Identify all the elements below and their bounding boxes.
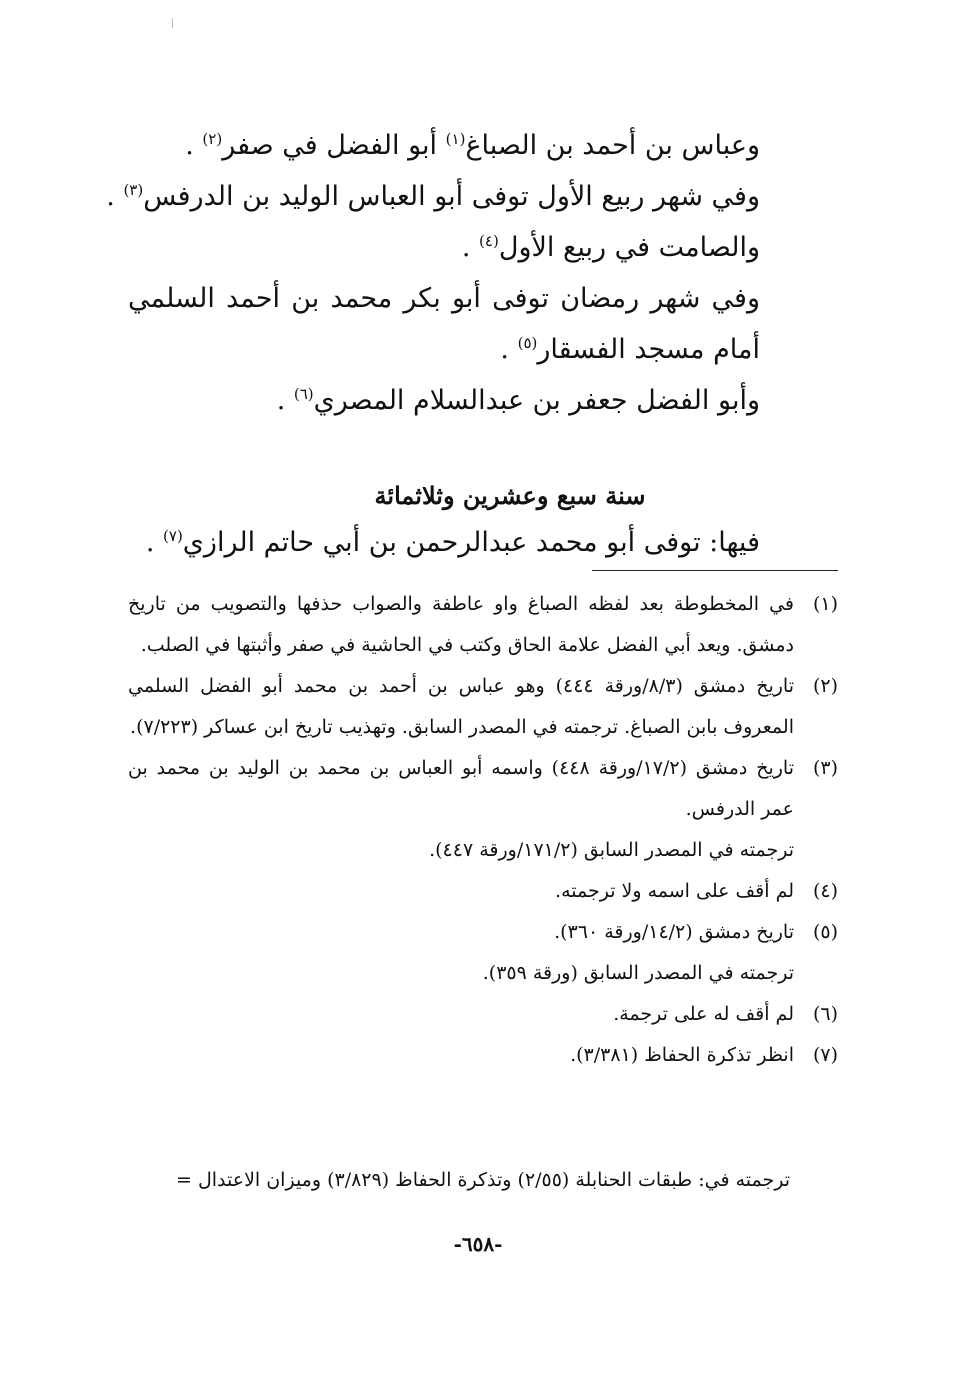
footnote-mark-1[interactable]: (١) [445, 130, 466, 148]
footnote-number: (٢) [812, 675, 838, 697]
footnote-text: تاريخ دمشق (١٤/٢/ورقة ٣٦٠). [554, 921, 794, 943]
footnote-1 [128, 584, 838, 666]
text-segment: وفي شهر رمضان توفى أبو بكر محمد بن أحمد السلمي أمام مسجد الفسقار [128, 283, 760, 365]
footnote-text: تاريخ دمشق (١٧/٢/ورقة ٤٤٨) واسمه أبو العباس بن محمد بن الوليد بن محمد بن عمر الدرفس. [128, 757, 794, 820]
footnote-6 [128, 994, 838, 1035]
footnote-mark-6[interactable]: (٦) [293, 385, 314, 403]
main-line-5 [128, 375, 832, 426]
page-number: -٦٥٨- [453, 1232, 503, 1256]
main-line-1 [128, 120, 832, 171]
footnote-number: (٥) [812, 921, 838, 943]
main-line-4 [128, 273, 832, 375]
period: . [500, 334, 518, 365]
period: . [106, 181, 124, 212]
text-segment: فيها: توفى أبو محمد عبدالرحمن بن أبي حاتم الرازي [182, 527, 760, 558]
footnote-mark-5[interactable]: (٥) [517, 334, 538, 352]
footnote-number: (٦) [812, 1003, 838, 1025]
footnote-7 [128, 1035, 838, 1076]
main-text [106, 120, 832, 568]
footnote-4 [128, 871, 838, 912]
footnote-text: تاريخ دمشق (٨/٣/ورقة ٤٤٤) وهو عباس بن أحمد بن محمد أبو الفضل السلمي المعروف بابن الصباغ. ترجمته في المصدر السابق. وتهذيب تاريخ ابن عساكر (٧/٢٢٣). [128, 675, 794, 738]
footnote-number: (٧) [812, 1044, 838, 1066]
footnote-mark-4[interactable]: (٤) [479, 232, 499, 250]
footnote-number: (٣) [812, 757, 838, 779]
scan-mark [172, 18, 173, 28]
main-line-3 [128, 222, 832, 273]
section-body [128, 518, 832, 568]
footnote-number: (١) [812, 593, 838, 615]
text-segment: والصامت في ربيع الأول [498, 232, 760, 263]
footnote-subtext: ترجمته في المصدر السابق (١٧١/٢/ورقة ٤٤٧). [429, 839, 794, 861]
footnote-mark-3[interactable]: (٣) [123, 181, 144, 199]
section-heading: سنة سبع وعشرين وثلاثمائة [374, 481, 646, 510]
period: . [461, 232, 480, 263]
footnote-5 [128, 912, 838, 994]
footnote-text: في المخطوطة بعد لفظه الصباغ واو عاطفة والصواب حذفها والتصويب من تاريخ دمشق. ويعد أبي الفضل علامة الحاق وكتب في الحاشية في صفر وأثبتها في الصلب. [128, 593, 794, 656]
period: . [185, 130, 203, 161]
footnote-mark-7[interactable]: (٧) [163, 527, 183, 545]
period: . [276, 385, 294, 416]
footnote-number: (٤) [812, 880, 838, 902]
text-segment: أبو الفضل في صفر [222, 130, 438, 161]
main-line-2 [106, 171, 832, 222]
text-segment: وعباس بن أحمد بن الصباغ [465, 130, 760, 161]
footnote-continuation: ترجمته في: طبقات الحنابلة (٢/٥٥) وتذكرة الحفاظ (٣/٨٢٩) وميزان الاعتدال = [175, 1169, 790, 1191]
footnote-text: لم أقف على اسمه ولا ترجمته. [555, 880, 794, 902]
footnote-separator [592, 570, 838, 571]
footnote-subtext: ترجمته في المصدر السابق (ورقة ٣٥٩). [482, 962, 794, 984]
period: . [145, 527, 164, 558]
footnote-text: انظر تذكرة الحفاظ (٣/٣٨١). [570, 1044, 794, 1066]
text-segment: وفي شهر ربيع الأول توفى أبو العباس الوليد بن الدرفس [143, 181, 760, 212]
footnote-3 [128, 748, 838, 871]
footnote-2 [128, 666, 838, 748]
footnote-mark-2[interactable]: (٢) [202, 130, 223, 148]
footnotes [128, 584, 838, 1076]
text-segment: وأبو الفضل جعفر بن عبدالسلام المصري [313, 385, 760, 416]
footnote-text: لم أقف له على ترجمة. [613, 1003, 794, 1025]
